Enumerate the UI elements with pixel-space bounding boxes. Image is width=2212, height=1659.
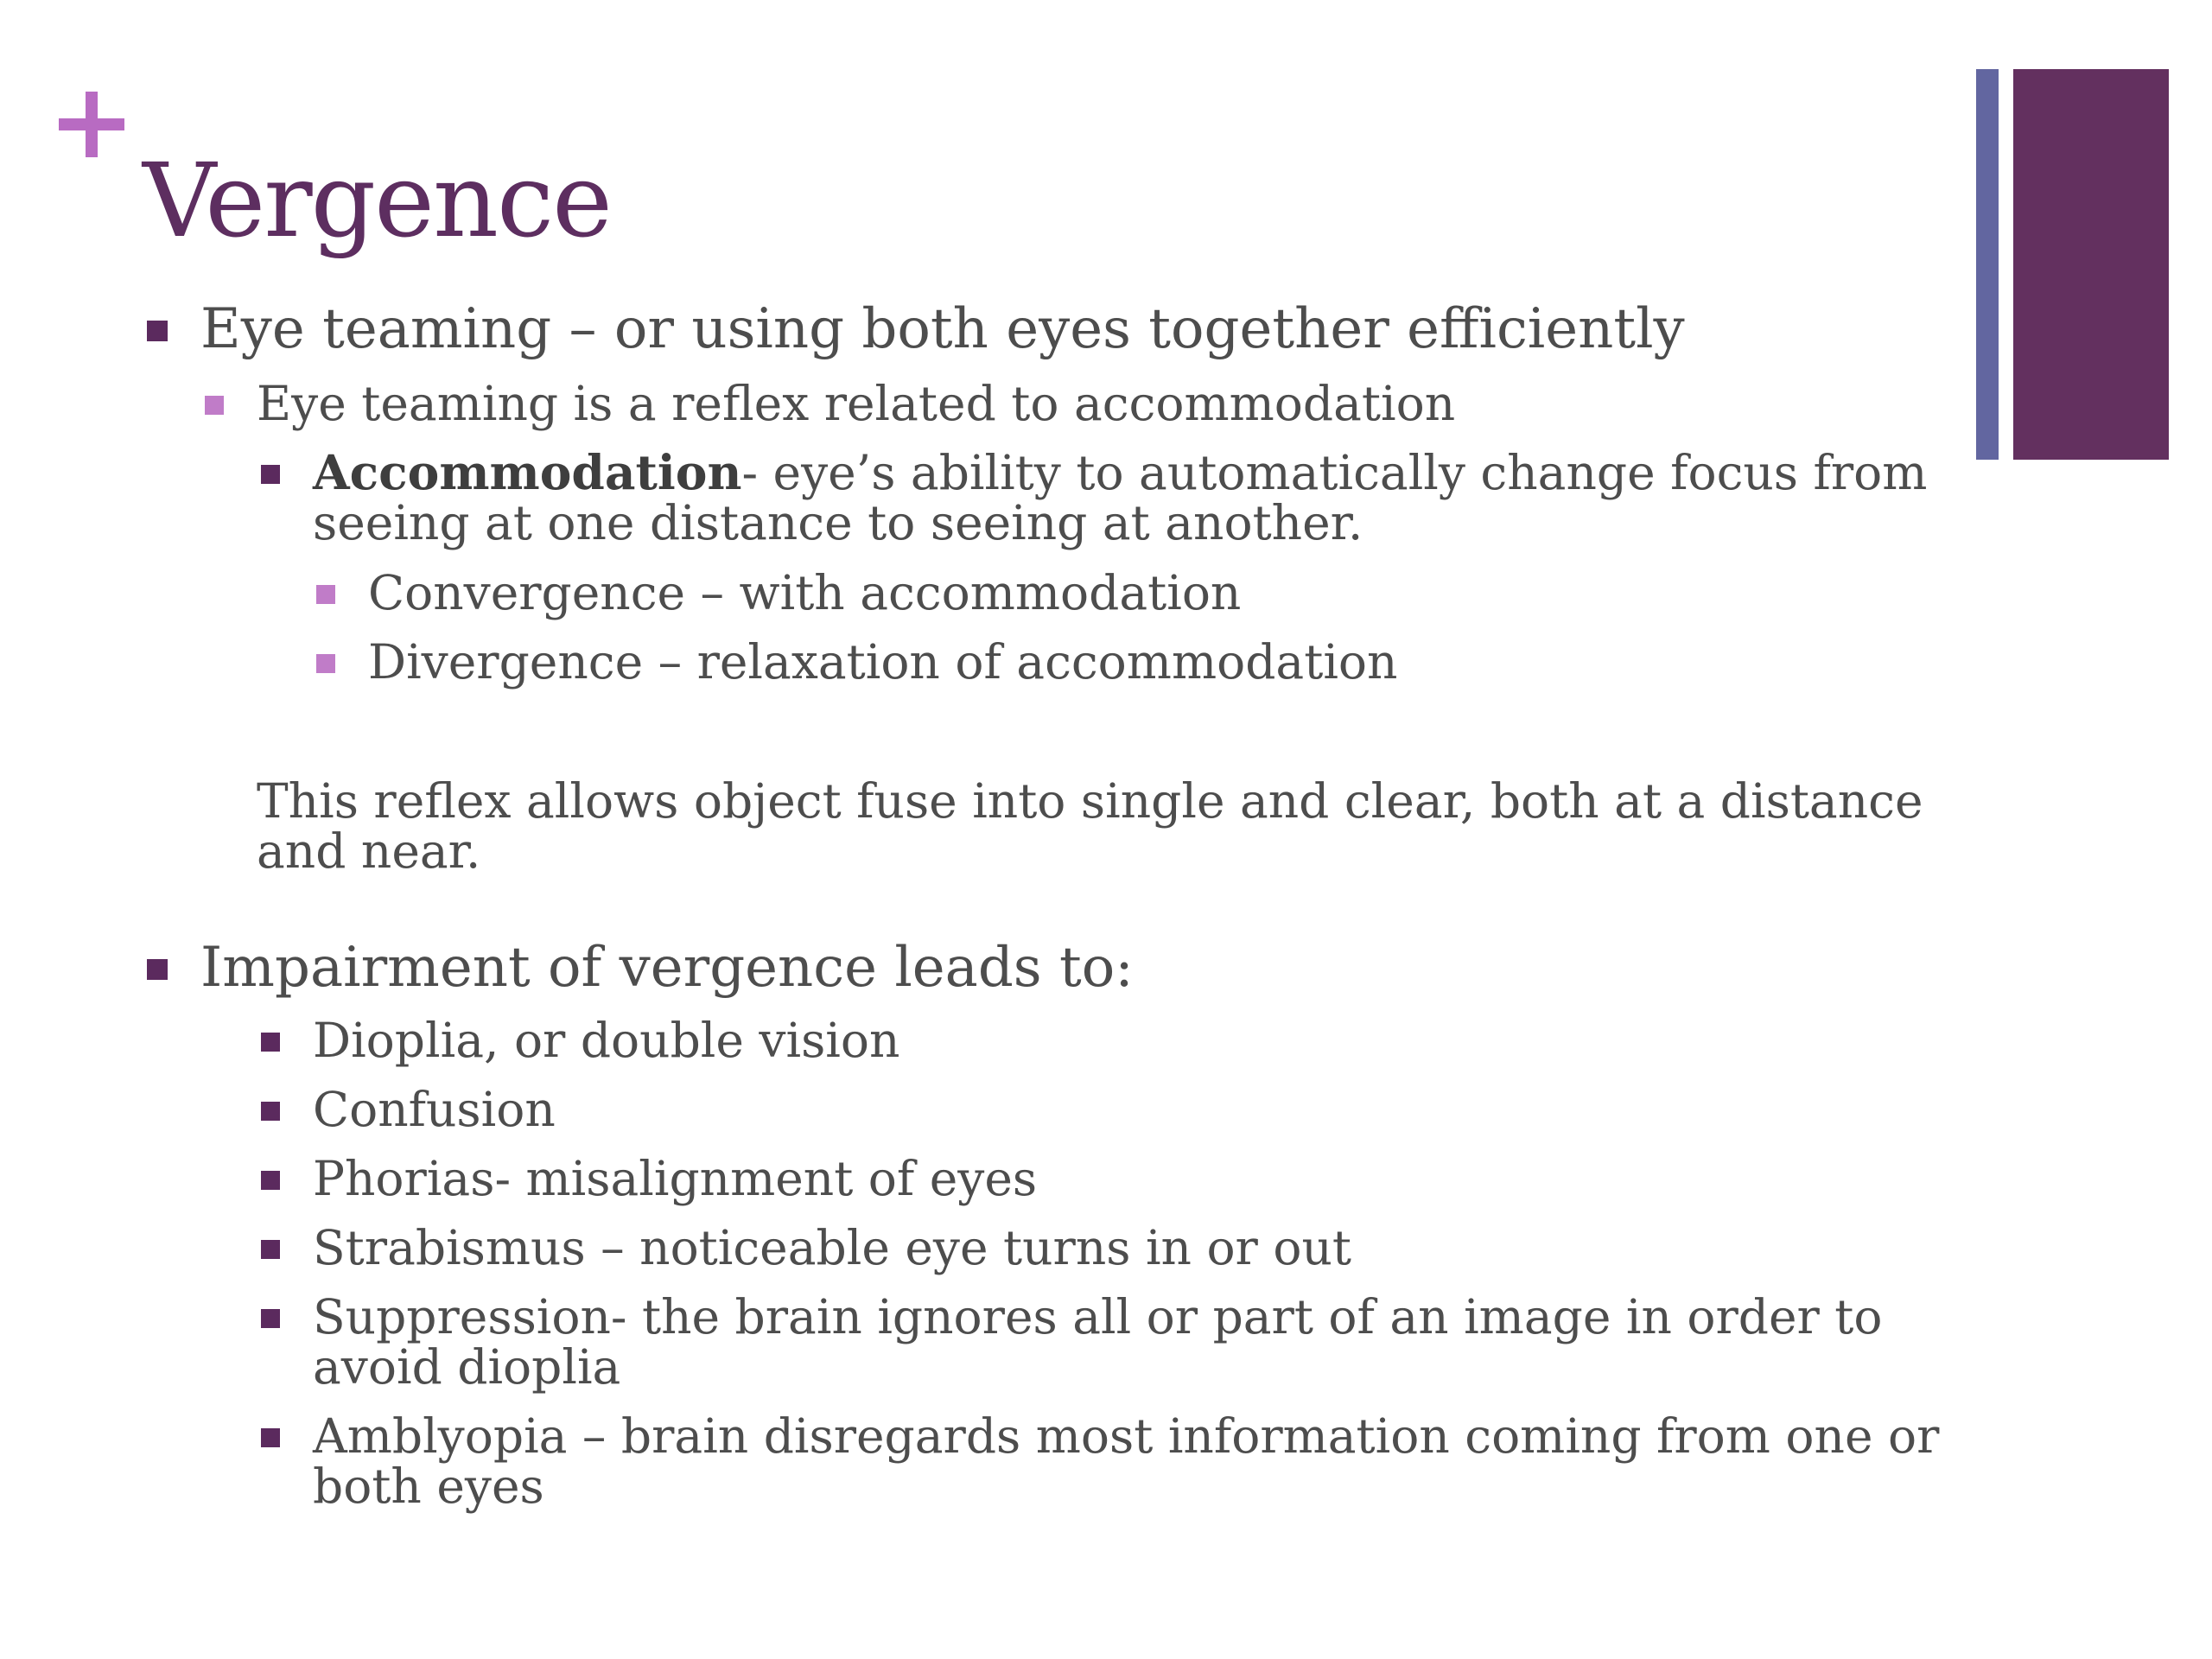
bullet-item-convergence: [368, 566, 1241, 620]
square-bullet-icon: [261, 465, 280, 484]
square-bullet-icon: [261, 1428, 280, 1447]
bullet-item-divergence: [368, 635, 1397, 689]
impairment-item-confusion: Confusion: [313, 1084, 556, 1135]
square-bullet-icon: [147, 321, 168, 341]
impairment-item-phorias: Phorias- misalignment of eyes: [313, 1154, 1037, 1204]
plus-icon: [59, 92, 124, 157]
impairment-item-amblyopia: Amblyopia – brain disregards most information coming from one or both eyes: [313, 1411, 1939, 1511]
square-bullet-icon: [261, 1171, 280, 1190]
slide-title: Vergence: [143, 141, 611, 260]
square-bullet-icon: [261, 1102, 280, 1121]
bullet-text: Impairment of vergence leads to:: [200, 936, 1134, 1000]
impairment-item-suppression: Suppression- the brain ignores all or part of an image in order to avoid dioplia: [313, 1292, 1883, 1392]
bullet-text: Eye teaming – or using both eyes together efficiently: [200, 297, 1685, 361]
accent-bar-thin: [1976, 69, 1999, 460]
bullet-text: Divergence – relaxation of accommodation: [368, 634, 1398, 690]
bullet-text: - eye’s ability to automatically change focus from: [741, 445, 1928, 500]
bullet-text: Eye teaming is a reflex related to accommodation: [257, 376, 1456, 431]
bullet-text-continued: seeing at one distance to seeing at another.: [313, 495, 1363, 550]
term-accommodation: Accommodation: [313, 444, 742, 500]
bullet-text: Convergence – with accommodation: [368, 565, 1242, 620]
bullet-item-accommodation: [313, 444, 1928, 550]
square-bullet-icon: [261, 1309, 280, 1328]
square-bullet-icon: [147, 959, 168, 980]
square-bullet-icon: [205, 396, 224, 415]
bullet-item-impairment: [200, 935, 1134, 1001]
square-bullet-icon: [261, 1240, 280, 1259]
reflex-note: This reflex allows object fuse into single and clear, both at a distance and near.: [257, 773, 1923, 879]
square-bullet-icon: [261, 1033, 280, 1052]
square-bullet-icon: [316, 585, 335, 604]
impairment-item-strabismus: Strabismus – noticeable eye turns in or out: [313, 1223, 1351, 1273]
bullet-item-reflex: [257, 377, 1455, 430]
bullet-item-eye-teaming: [200, 296, 1685, 362]
accent-bar-thick: [2013, 69, 2169, 460]
square-bullet-icon: [316, 654, 335, 673]
impairment-item-dioplia: Dioplia, or double vision: [313, 1015, 899, 1065]
